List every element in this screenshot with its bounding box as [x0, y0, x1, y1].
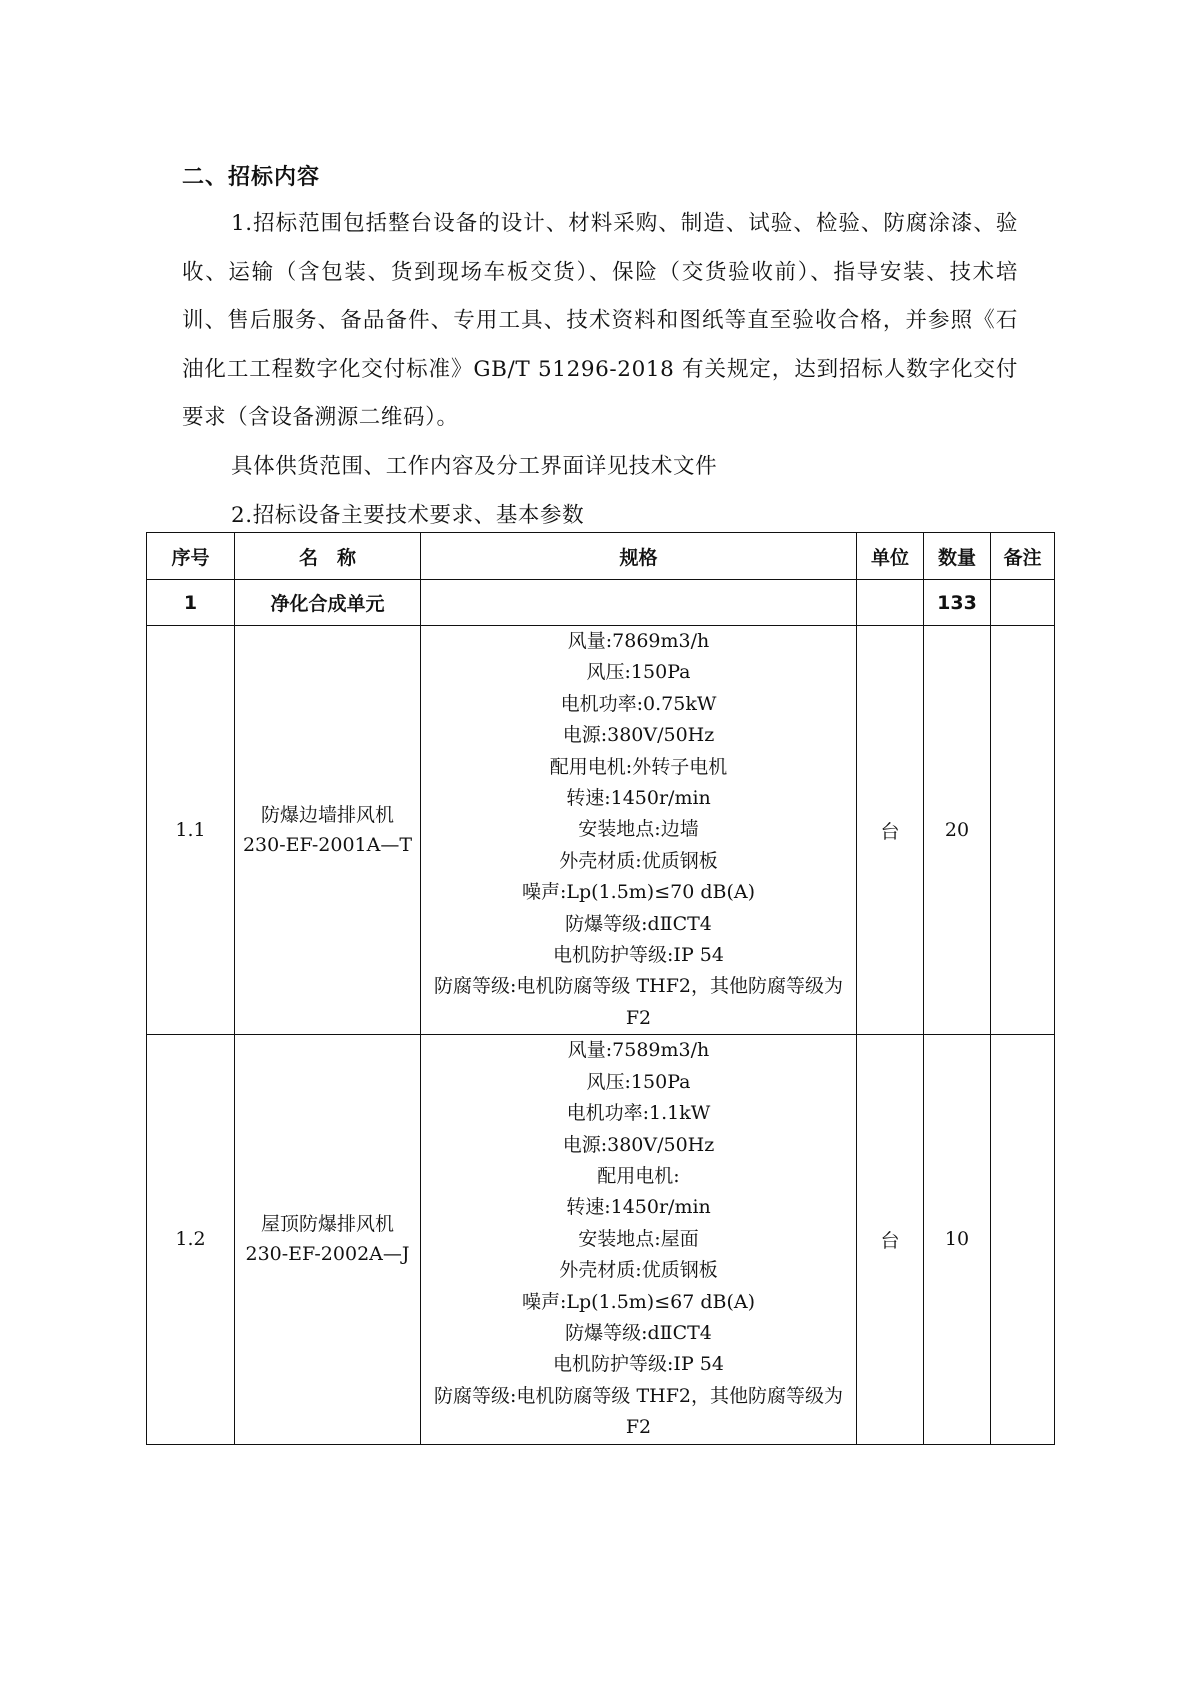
spec-line: 电机防护等级:IP 54: [553, 1353, 724, 1376]
section-heading: 二、招标内容: [182, 165, 321, 190]
spec-line: 噪声:Lp(1.5m)≤70 dB(A): [521, 881, 756, 904]
row-name-code: 230-EF-2002A—J: [245, 1243, 410, 1266]
table-row: [147, 1035, 1055, 1444]
row-qty: 20: [924, 626, 991, 1035]
spec-line: 风压:150Pa: [586, 1070, 691, 1093]
row-no: 1.1: [147, 626, 235, 1035]
spec-line: 风压:150Pa: [586, 661, 691, 684]
group-unit: [857, 580, 924, 626]
paragraph-scope: 1.招标范围包括整台设备的设计、材料采购、制造、试验、检验、防腐涂漆、验收、运输（含包装、货到现场车板交货）、保险（交货验收前）、指导安装、技术培训、售后服务、备品备件、专用工具、技术资料和图纸等直至验收合格，并参照《石油化工工程数字化交付标准》GB/T 51296-2018 有关规定，达到招标人数字化交付要求（含设备溯源二维码）。: [182, 211, 1018, 431]
equipment-spec-table: [146, 532, 1055, 1445]
spec-line: 电源:380V/50Hz: [562, 1133, 715, 1156]
row-unit: 台: [857, 1035, 924, 1444]
group-name: 净化合成单元: [235, 580, 421, 626]
spec-line: 配用电机:: [597, 1164, 680, 1187]
spec-line: 电机防护等级:IP 54: [553, 944, 724, 967]
header-name: 名 称: [235, 533, 421, 580]
spec-line: 安装地点:屋面: [578, 1227, 699, 1250]
header-remark: 备注: [991, 533, 1055, 580]
row-name-line: 屋顶防爆排风机: [260, 1213, 394, 1236]
spec-line: 转速:1450r/min: [566, 787, 711, 810]
header-spec: 规格: [421, 533, 857, 580]
group-no: 1: [147, 580, 235, 626]
spec-line: 外壳材质:优质钢板: [559, 849, 718, 872]
table-row: [147, 626, 1055, 1035]
spec-line: 风量:7589m3/h: [567, 1039, 710, 1062]
row-name: [235, 626, 421, 1035]
group-row: [147, 580, 1055, 626]
spec-line: 噪声:Lp(1.5m)≤67 dB(A): [521, 1290, 756, 1313]
group-spec: [421, 580, 857, 626]
spec-line: 电机功率:1.1kW: [566, 1102, 711, 1125]
header-no: 序号: [147, 533, 235, 580]
paragraph-supply-range: 具体供货范围、工作内容及分工界面详见技术文件: [231, 454, 718, 479]
group-qty: 133: [924, 580, 991, 626]
table-header-row: [147, 533, 1055, 580]
row-spec: [421, 1035, 857, 1444]
spec-line: 配用电机:外转子电机: [549, 755, 728, 778]
spec-line: 防爆等级:dⅡCT4: [565, 912, 712, 935]
spec-line: 防爆等级:dⅡCT4: [565, 1321, 712, 1344]
spec-line: 安装地点:边墙: [578, 818, 699, 841]
row-remark: [991, 1035, 1055, 1444]
row-name-code: 230-EF-2001A—T: [242, 834, 413, 857]
row-name: [235, 1035, 421, 1444]
spec-line: 风量:7869m3/h: [567, 630, 710, 652]
row-qty: 10: [924, 1035, 991, 1444]
row-unit: 台: [857, 626, 924, 1035]
spec-line: 防腐等级:电机防腐等级 THF2，其他防腐等级为 F2: [434, 975, 843, 1029]
paragraph-table-caption: 2.招标设备主要技术要求、基本参数: [231, 503, 585, 528]
spec-line: 电机功率:0.75kW: [560, 692, 717, 715]
row-spec: [421, 626, 857, 1035]
group-remark: [991, 580, 1055, 626]
spec-line: 电源:380V/50Hz: [562, 724, 715, 747]
header-unit: 单位: [857, 533, 924, 580]
row-no: 1.2: [147, 1035, 235, 1444]
row-remark: [991, 626, 1055, 1035]
row-name-line: 防爆边墙排风机: [260, 804, 394, 827]
header-qty: 数量: [924, 533, 991, 580]
spec-line: 防腐等级:电机防腐等级 THF2，其他防腐等级为 F2: [434, 1384, 843, 1439]
spec-line: 转速:1450r/min: [566, 1196, 711, 1219]
spec-line: 外壳材质:优质钢板: [559, 1259, 718, 1282]
